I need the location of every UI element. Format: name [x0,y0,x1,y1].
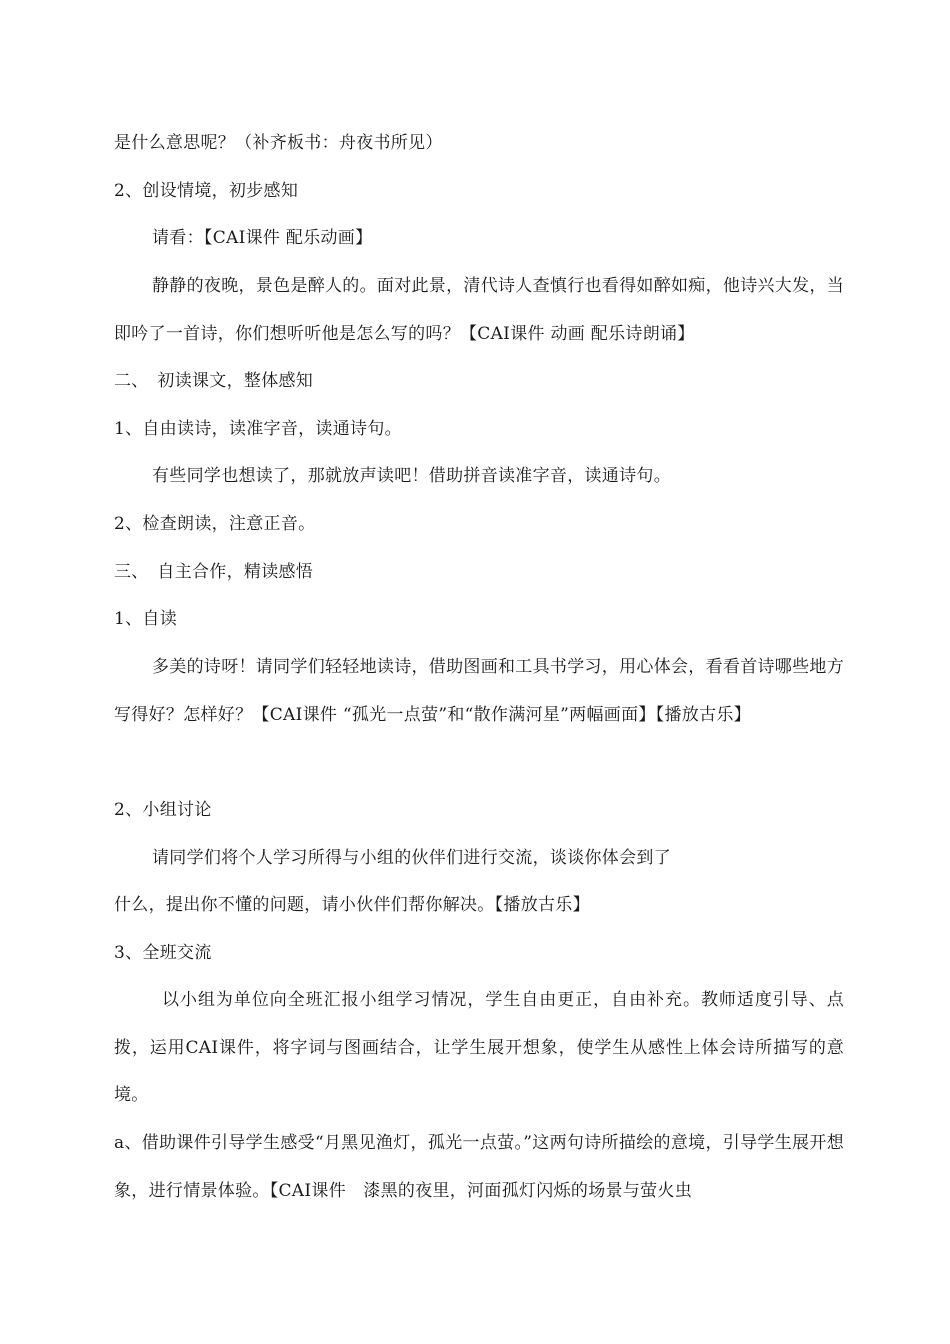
paragraph-8: 2、检查朗读，注意正音。 [114,514,316,534]
paragraph-12: 2、小组讨论 [114,800,212,820]
paragraph-1: 是什么意思呢？（补齐板书：舟夜书所见） [114,133,443,153]
section-heading-2: 二、 初读课文，整体感知 [114,371,314,391]
paragraph-17: a、借助课件引导学生感受“月黑见渔灯，孤光一点萤。”这两句诗所描绘的意境，引导学生展开想象，进行情景体验。【CAI课件 漆黑的夜里，河面孤灯闪烁的场景与萤火虫 [114,1133,844,1201]
paragraph-7: 有些同学也想读了，那就放声读吧！借助拼音读准字音，读通诗句。 [152,466,671,486]
paragraph-3: 请看：【CAI课件 配乐动画】 [152,228,373,248]
paragraph-2: 2、创设情境，初步感知 [114,181,299,201]
paragraph-10: 1、自读 [114,609,178,629]
paragraph-16: 以小组为单位向全班汇报小组学习情况，学生自由更正，自由补充。教师适度引导、点拨，运用CAI课件，将字词与图画结合，让学生展开想象，使学生从感性上体会诗所描写的意境。 [114,990,844,1105]
paragraph-4: 静静的夜晚，景色是醉人的。面对此景，清代诗人查慎行也看得如醉如痴，他诗兴大发，当即吟了一首诗，你们想听听他是怎么写的吗？【CAI课件 动画 配乐诗朗诵】 [114,276,844,344]
paragraph-11: 多美的诗呀！请同学们轻轻地读诗，借助图画和工具书学习，用心体会，看看首诗哪些地方写得好？怎样好？【CAI课件 “孤光一点萤”和“散作满河星”两幅画面】【播放古乐】 [114,657,844,725]
paragraph-6: 1、自由读诗，读准字音，读通诗句。 [114,419,402,439]
paragraph-13: 请同学们将个人学习所得与小组的伙伴们进行交流，谈谈你体会到了 [152,848,671,868]
paragraph-14: 什么，提出你不懂的问题，请小伙伴们帮你解决。【播放古乐】 [114,895,590,915]
section-heading-3: 三、 自主合作，精读感悟 [114,562,314,582]
paragraph-15: 3、全班交流 [114,943,212,963]
